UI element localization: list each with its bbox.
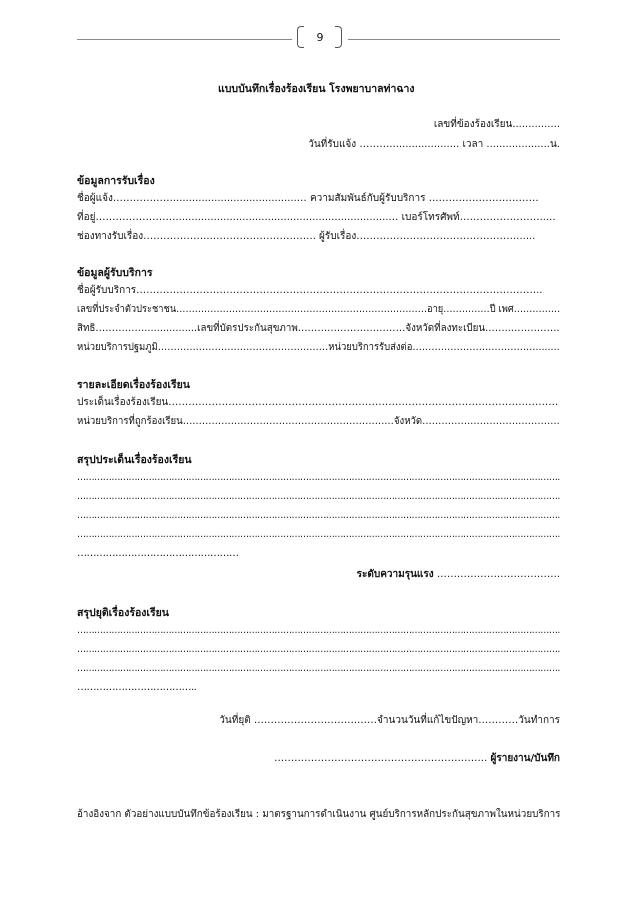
signature-field [274,751,560,766]
conclusion-line: ……………………………………………………………………………………………………………………………………………………. [77,663,560,674]
intake-line: ช่องทางรับเรื่อง………………..………………………….. ผู้รับเรื่อง…………………………………………...... [77,231,536,242]
conclusion-line: ……………………………….. [77,682,197,693]
client-line: หน่วยบริการปฐมภูมิ………………………………………………หน่วยบริการรับส่งต่อ…………………………………........ [77,342,560,353]
page-number: 9 [316,31,324,44]
client-line: ชื่อผู้รับบริการ………………………………………………………………………………………………………….. [77,285,543,296]
details-line: หน่วยบริการที่ถูกร้องเรียน…………………………………………………………จังหวัด……………………………………. [77,416,560,427]
summary-line: ……………………………………………………………………………………………………………………………………………………. [77,491,560,502]
header-rule-left [77,39,292,40]
section-heading-details: รายละเอียดเรื่องร้องเรียน [77,379,190,391]
signature-dots: ………………………………………………………. [274,753,488,764]
severity-dots: ………………………………. [436,569,560,580]
summary-line: ……………………………………………………………………………………………………………………………………………………. [77,510,560,521]
reference-footer: อ้างอิงจาก ตัวอย่างแบบบันทึกข้อร้องเรียน : มาตรฐานการดำเนินงาน ศูนย์บริการหลักประกันสุขภาพในหน่วยบริการ [77,809,561,820]
severity-label: ระดับความรุนแรง [356,569,434,580]
severity-field [357,567,560,582]
client-line: เลขที่ประจำตัวประชาชน………………………………………………………………………อายุ……………ปี เพศ…………… [77,304,561,315]
page-number-bracket-right [335,26,342,48]
intake-line: ชื่อผู้แจ้ง……………….......................................… ความสัมพันธ์กับผู้รับบริการ …………………………… [77,193,539,204]
received-date-field: วันที่รับแจ้ง ………...................... เวลา ....................น. [308,139,560,150]
summary-line: ……………………………………………………………………………………………………………………………………………………. [77,529,560,540]
intake-line: ที่อยู่……………………...................................................................… เบอร์โทรศัพท์……………………..... [77,212,556,223]
section-heading-summary: สรุปประเด็นเรื่องร้องเรียน [77,454,192,466]
header-rule-right [348,39,560,40]
summary-line: ……………………………………………………………………………………………………………………………………………………. [77,472,560,483]
summary-line: …………………………………………… [77,548,239,559]
signature-label: ผู้รายงาน/บันทึก [490,753,560,764]
closing-date-line: วันที่ยุติ ………………………….……จำนวนวันที่แก้ไขปัญหา…………วันทำการ [219,715,560,726]
form-title: แบบบันทึกเรื่องร้องเรียน โรงพยาบาลท่าฉาง [218,83,415,95]
complaint-number-field: เลขที่ข้องร้องเรียน............... [433,119,560,130]
client-line: สิทธิ…………….................เลขที่บัตรประกันสุขภาพ……………………………จังหวัดที่ลงทะเบียน……..…………… [77,323,560,334]
conclusion-line: ……………………………………………………………………………………………………………………………………………………. [77,644,560,655]
conclusion-line: ……………………………………………………………………………………………………………………………………………………. [77,625,560,636]
section-heading-client: ข้อมูลผู้รับบริการ [77,267,153,279]
section-heading-intake: ข้อมูลการรับเรื่อง [77,175,155,187]
details-line: ประเด็นเรื่องร้องเรียน……………………………………………………………………………………………………… [77,397,559,408]
section-heading-conclusion: สรุปยุติเรื่องร้องเรียน [77,607,169,619]
